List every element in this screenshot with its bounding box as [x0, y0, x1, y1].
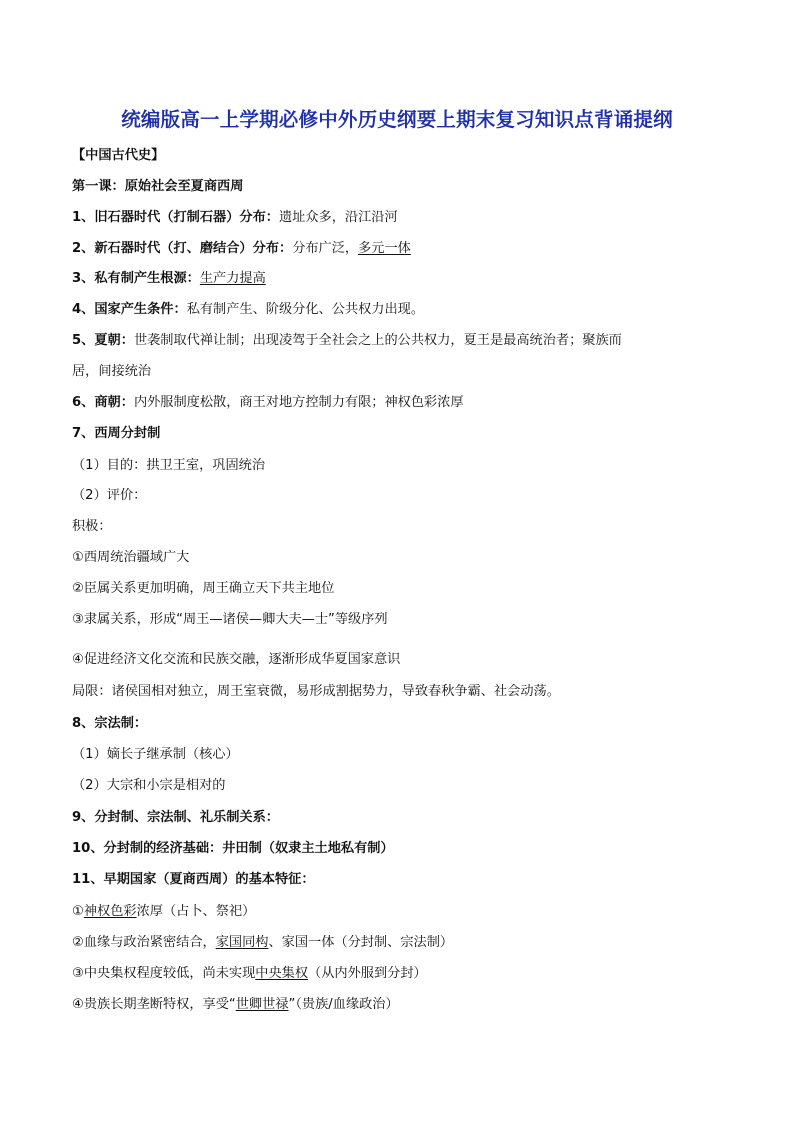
item-7-sub-2: （2）评价： [72, 488, 147, 503]
feature-1 [72, 904, 255, 920]
feature-4 [72, 997, 399, 1013]
lesson-heading: 第一课：原始社会至夏商西周 [72, 179, 244, 194]
item-3-underlined: 生产力提高 [199, 271, 266, 286]
positive-point-1: ①西周统治疆域广大 [72, 550, 190, 565]
item-1-text: 遗址众多，沿江沿河 [279, 210, 398, 225]
feature-4-underlined: 世卿世禄 [235, 997, 289, 1012]
feature-3-a: ③中央集权程度较低，尚未实现 [72, 966, 256, 981]
item-4 [72, 302, 424, 318]
feature-2-b: 、家国一体（分封制、宗法制） [268, 935, 454, 950]
feature-1-a: ① [72, 904, 84, 919]
feature-1-b: 浓厚（占卜、祭祀） [136, 904, 256, 919]
positive-point-2: ②臣属关系更加明确，周王确立天下共主地位 [72, 581, 335, 596]
item-1 [72, 210, 398, 226]
positive-point-4: ④促进经济文化交流和民族交融，逐渐形成华夏国家意识 [72, 652, 401, 667]
item-10: 10、分封制的经济基础：井田制（奴隶主土地私有制） [72, 841, 394, 856]
feature-3-b: （从内外服到分封） [308, 966, 427, 981]
item-5 [72, 333, 622, 349]
item-5-head: 5、夏朝： [72, 333, 134, 348]
item-5-continuation: 居，间接统治 [72, 364, 152, 379]
item-6-head: 6、商朝： [72, 395, 134, 410]
feature-4-a: ④贵族长期垄断特权，享受“ [72, 997, 236, 1012]
item-4-text: 私有制产生、阶级分化、公共权力出现。 [186, 302, 425, 317]
positive-label: 积极： [72, 519, 112, 534]
item-6 [72, 395, 464, 411]
item-11: 11、早期国家（夏商西周）的基本特征： [72, 872, 315, 887]
item-1-head: 1、旧石器时代（打制石器）分布： [72, 210, 279, 225]
item-3-head: 3、私有制产生根源： [72, 271, 200, 286]
item-8-sub-1: （1）嫡长子继承制（核心） [72, 747, 239, 762]
feature-2-underlined: 家国同构 [215, 935, 269, 950]
item-7-sub-1: （1）目的：拱卫王室，巩固统治 [72, 458, 266, 473]
document-title: 统编版高一上学期必修中外历史纲要上期末复习知识点背诵提纲 [121, 108, 673, 131]
feature-2-a: ②血缘与政治紧密结合， [72, 935, 216, 950]
feature-1-underlined: 神权色彩 [83, 904, 137, 919]
limitation: 局限：诸侯国相对独立，周王室衰微，易形成割据势力，导致春秋争霸、社会动荡。 [72, 684, 560, 699]
item-2-head: 2、新石器时代（打、磨结合）分布： [72, 241, 293, 256]
item-4-head: 4、国家产生条件： [72, 302, 187, 317]
feature-3-underlined: 中央集权 [255, 966, 309, 981]
feature-4-b: ”（贵族/血缘政治） [288, 997, 399, 1012]
item-9: 9、分封制、宗法制、礼乐制关系： [72, 810, 279, 825]
feature-3 [72, 966, 427, 982]
item-3 [72, 271, 266, 287]
item-2 [72, 241, 411, 257]
item-2-text: 分布广泛， [292, 241, 359, 256]
positive-point-3: ③隶属关系，形成“周王—诸侯—卿大夫—士”等级序列 [72, 612, 388, 627]
item-8: 8、宗法制： [72, 716, 148, 731]
feature-2 [72, 935, 453, 951]
item-7: 7、西周分封制 [72, 426, 161, 441]
section-heading: 【中国古代史】 [72, 148, 165, 163]
item-5-text: 世袭制取代禅让制；出现凌驾于全社会之上的公共权力，夏王是最高统治者；聚族而 [133, 333, 622, 348]
item-8-sub-2: （2）大宗和小宗是相对的 [72, 778, 226, 793]
item-6-text: 内外服制度松散，商王对地方控制力有限；神权色彩浓厚 [133, 395, 464, 410]
item-2-underlined: 多元一体 [358, 241, 411, 256]
